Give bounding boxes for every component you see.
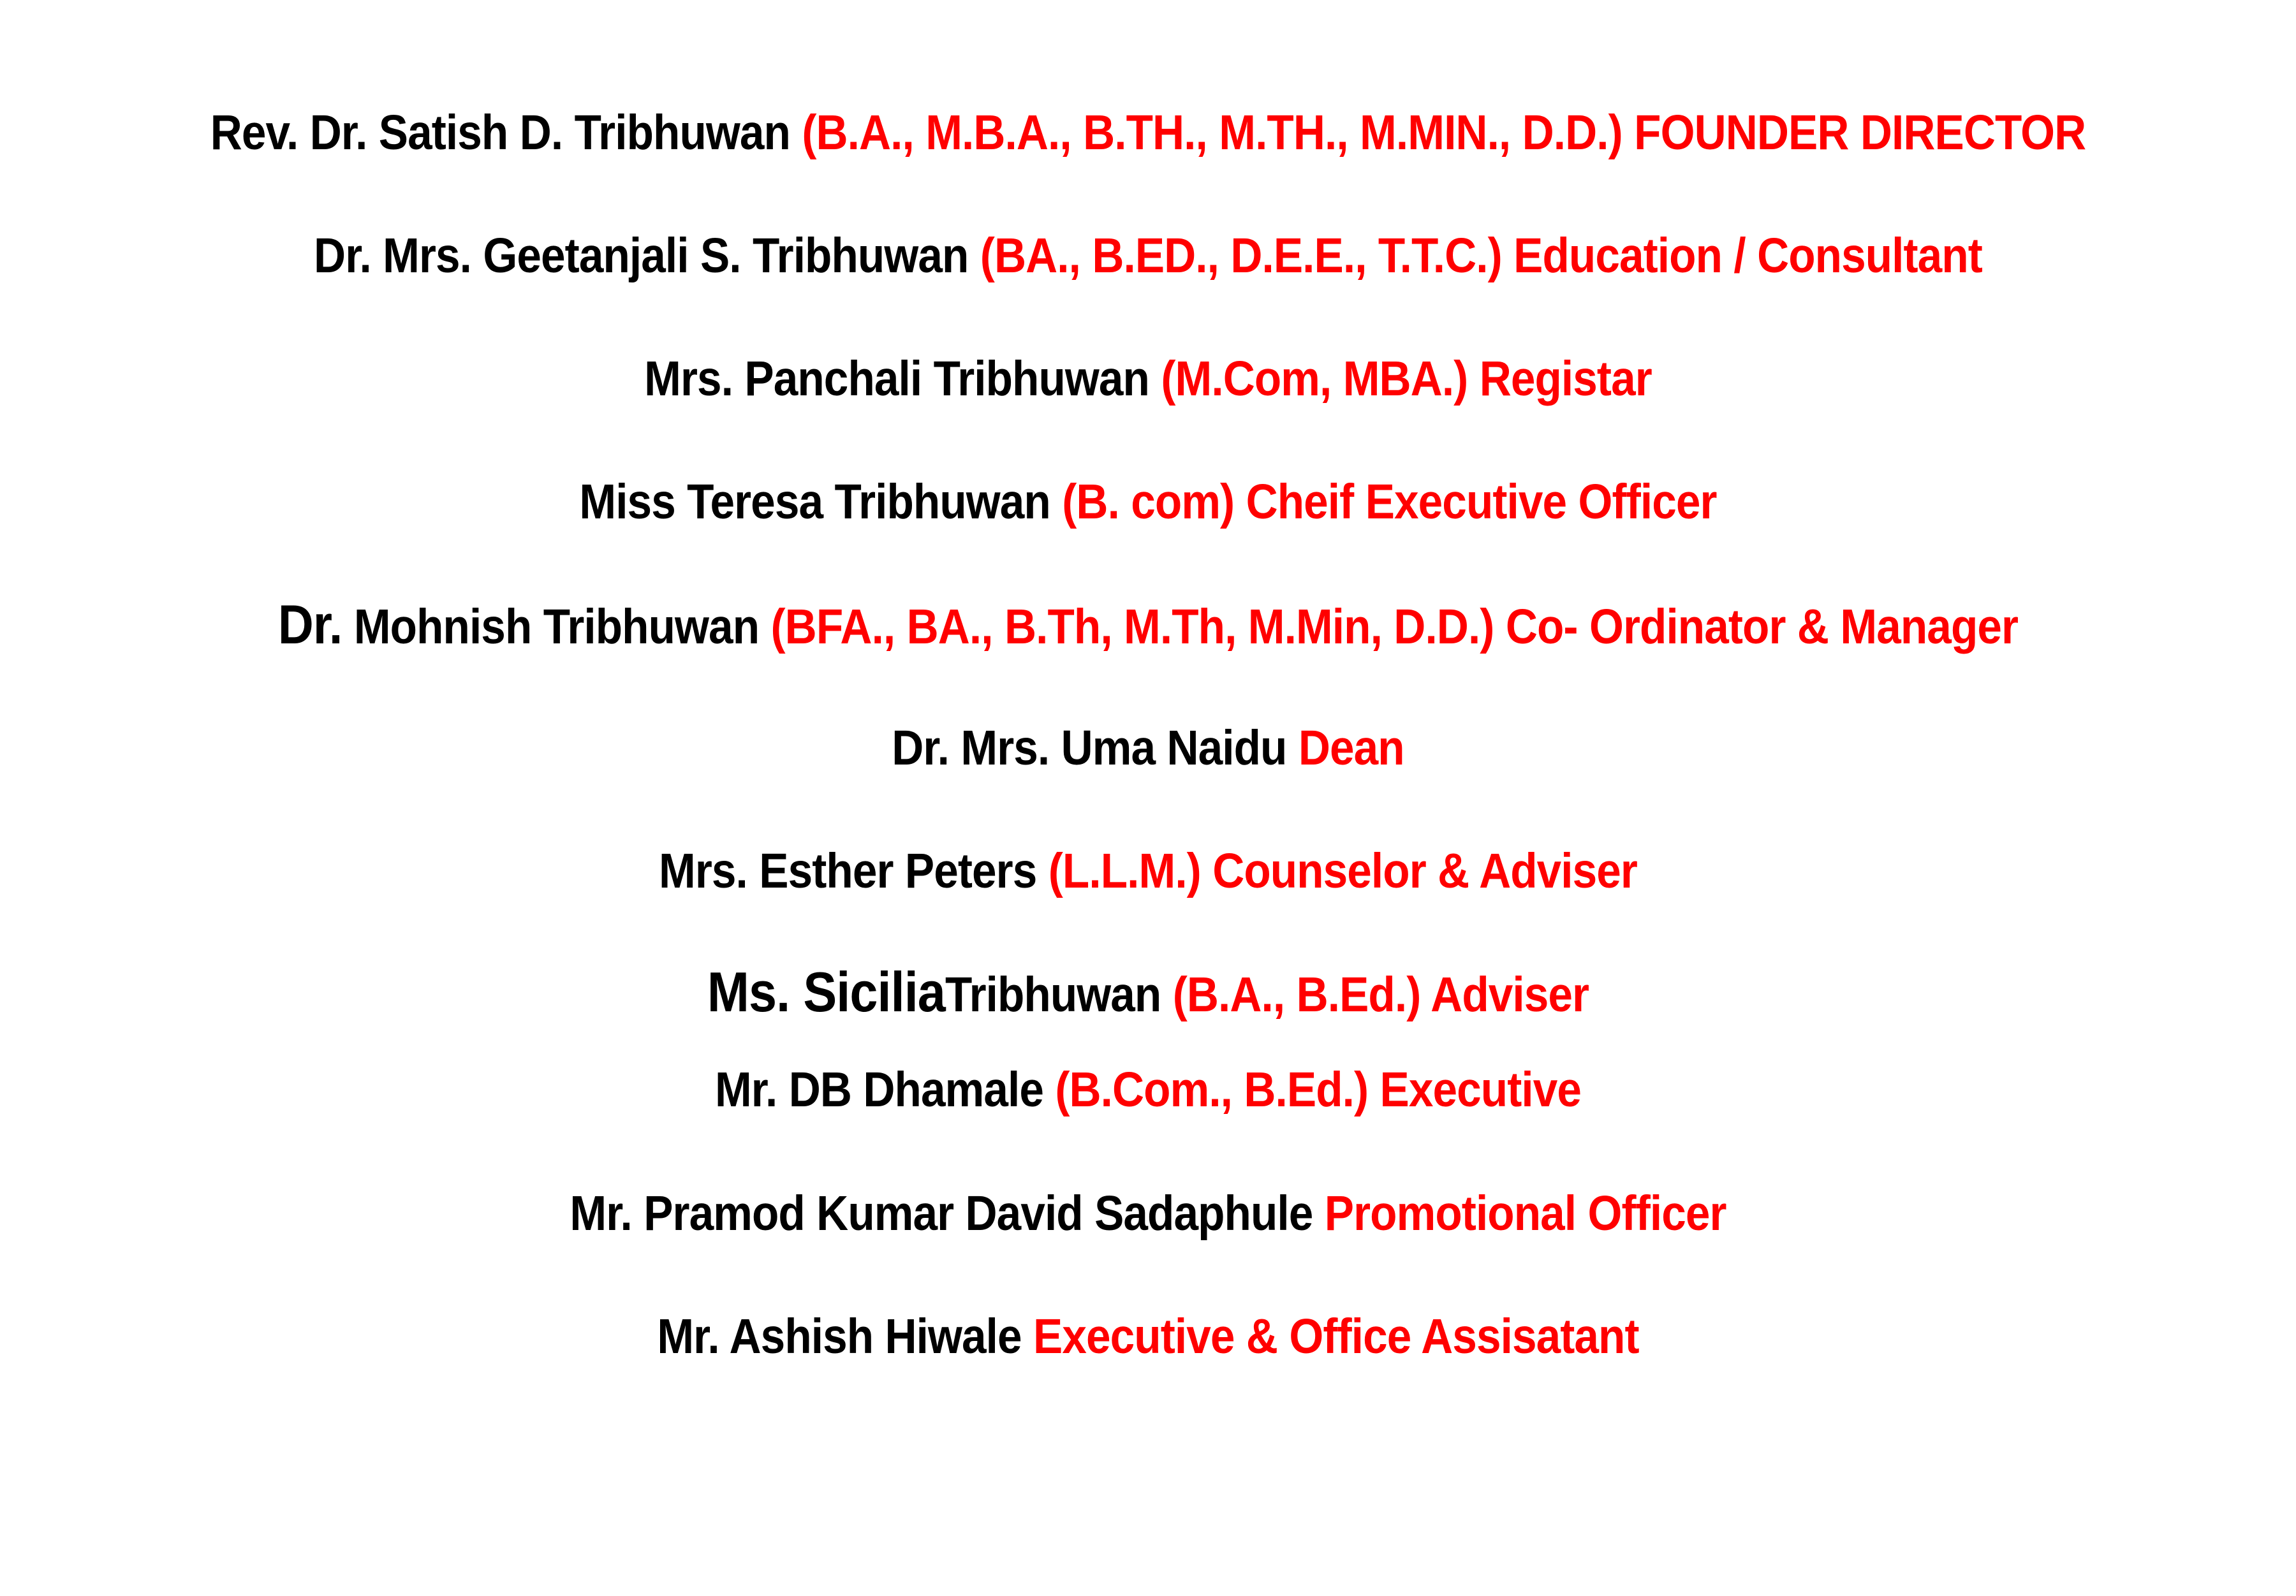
staff-name-prefix: Ms. Sicilia <box>707 960 945 1023</box>
staff-qualification-role: (B. com) Cheif Executive Officer <box>1062 474 1717 529</box>
staff-name: Mr. Pramod Kumar David Sadaphule <box>570 1186 1313 1241</box>
staff-entry <box>115 225 2181 286</box>
staff-name: Miss Teresa Tribhuwan <box>579 474 1050 529</box>
staff-entry <box>115 840 2181 902</box>
staff-qualification-role: (L.L.M.) Counselor & Adviser <box>1048 844 1637 898</box>
staff-name: Dr. Mrs. Uma Naidu <box>892 721 1287 775</box>
staff-entry <box>115 594 2181 657</box>
staff-name: Mr. Ashish Hiwale <box>657 1309 1022 1364</box>
staff-qualification-role: (B.A., B.Ed.) Adviser <box>1172 967 1589 1022</box>
staff-name: Mohnish Tribhuwan <box>353 599 760 654</box>
staff-entry <box>115 348 2181 409</box>
staff-name: Tribhuwan <box>945 967 1161 1022</box>
staff-name: Mr. DB Dhamale <box>714 1062 1043 1117</box>
staff-qualification-role: (M.Com, MBA.) Registar <box>1161 351 1652 406</box>
staff-entry <box>115 471 2181 532</box>
staff-name: Mrs. Esther Peters <box>659 844 1037 898</box>
staff-entry <box>115 1306 2181 1367</box>
staff-entry <box>115 1059 2181 1120</box>
staff-entry <box>115 1183 2181 1244</box>
staff-qualification-role: (BFA., BA., B.Th, M.Th, M.Min, D.D.) Co- Ordinator & Manager <box>770 599 2019 654</box>
staff-qualification-role: (BA., B.ED., D.E.E., T.T.C.) Education / Consultant <box>980 228 1982 283</box>
staff-name: Mrs. Panchali Tribhuwan <box>644 351 1149 406</box>
staff-name-prefix: Dr. <box>277 594 342 655</box>
staff-entry <box>115 717 2181 779</box>
staff-qualification-role: Dean <box>1298 721 1404 775</box>
staff-name: Dr. Mrs. Geetanjali S. Tribhuwan <box>314 228 969 283</box>
staff-entry <box>115 962 2181 1025</box>
staff-qualification-role: Promotional Officer <box>1324 1186 1726 1241</box>
staff-name: Rev. Dr. Satish D. Tribhuwan <box>210 105 790 160</box>
staff-entry <box>115 102 2181 163</box>
staff-qualification-role: (B.Com., B.Ed.) Executive <box>1055 1062 1582 1117</box>
staff-qualification-role: (B.A., M.B.A., B.TH., M.TH., M.MIN., D.D.) FOUNDER DIRECTOR <box>802 105 2086 160</box>
staff-qualification-role: Executive & Office Assisatant <box>1033 1309 1639 1364</box>
